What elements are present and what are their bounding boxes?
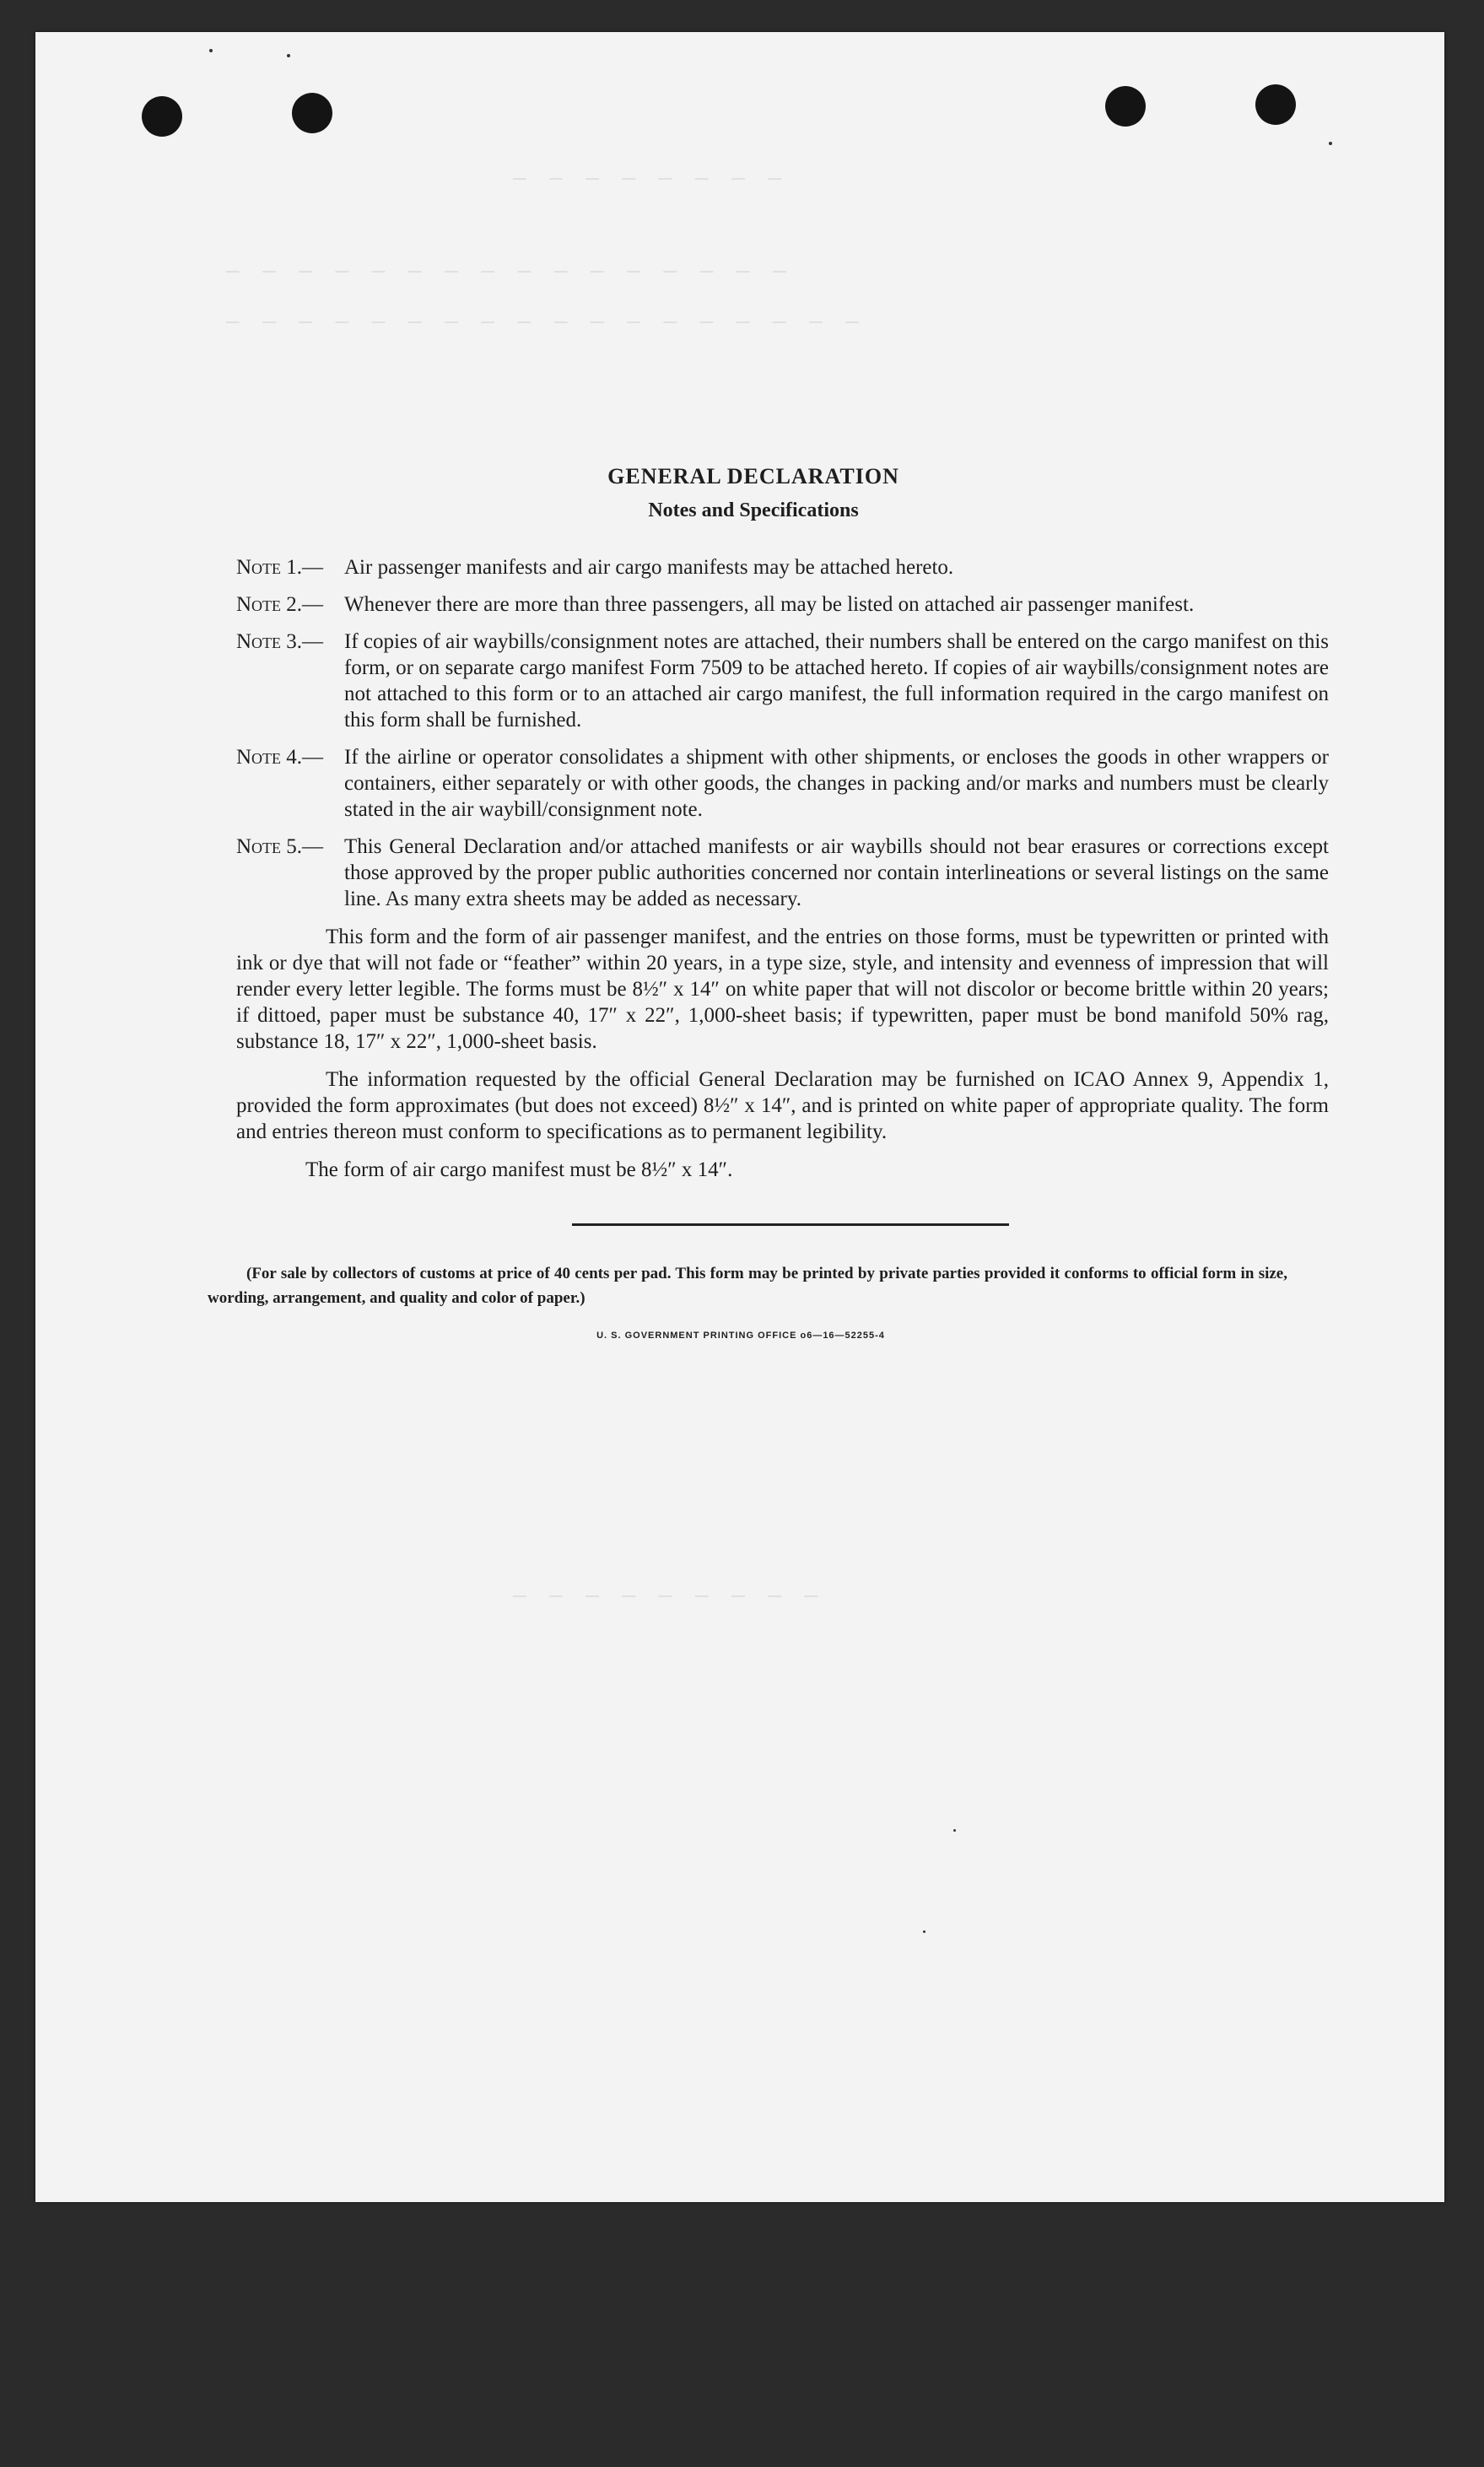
- page-subtitle: Notes and Specifications: [648, 499, 859, 521]
- bleed-through-text: ─ ─ ─ ─ ─ ─ ─ ─ ─ ─ ─ ─ ─ ─ ─ ─: [221, 260, 786, 285]
- note-label-number: 5.—: [286, 835, 324, 858]
- dust-speck: [1329, 142, 1332, 145]
- note-item: [201, 744, 1329, 823]
- dust-speck: [953, 1829, 956, 1832]
- note-text: If copies of air waybills/consignment notes are attached, their numbers shall be entered on the cargo manifest on this form, or on separate cargo manifest Form 7509 to be attached hereto. If copies of air waybills/consignment notes are not attached to this form or to an attached air cargo manifest, the full information required in the cargo manifest on this form shall be furnished.: [344, 630, 1329, 731]
- printer-imprint: U. S. GOVERNMENT PRINTING OFFICE o6—16—52255-4: [596, 1331, 885, 1341]
- note-label-prefix: Note: [236, 556, 282, 579]
- note-text: Whenever there are more than three passengers, all may be listed on attached air passenger manifest.: [344, 593, 1195, 616]
- notes-list: [201, 554, 1329, 912]
- notes-content: [201, 464, 1329, 1341]
- note-label-prefix: Note: [236, 593, 282, 616]
- note-label-number: 2.—: [286, 593, 324, 616]
- specification-paragraph: The information requested by the official General Declaration may be furnished on ICAO Annex 9, Appendix 1, provided the form approximates (but does not exceed) 8½″ x 14″, and is printed on white paper of appropriate quality. The form and entries thereon must conform to specifications as to permanent legibility.: [236, 1068, 1329, 1143]
- note-label-prefix: Note: [236, 835, 282, 858]
- note-label-number: 4.—: [286, 746, 324, 769]
- page-title: GENERAL DECLARATION: [607, 464, 899, 489]
- note-item: [201, 591, 1329, 618]
- note-text: Air passenger manifests and air cargo manifests may be attached hereto.: [344, 556, 954, 579]
- horizontal-rule: [572, 1223, 1009, 1226]
- punch-hole-4: [1255, 84, 1296, 125]
- punch-hole-1: [142, 96, 182, 137]
- note-text: This General Declaration and/or attached manifests or air waybills should not bear erasures or corrections except those approved by the proper public authorities concerned nor contain interlineations or several listings on the same line. As many extra sheets may be added as necessary.: [344, 835, 1329, 910]
- bleed-through-text: ─ ─ ─ ─ ─ ─ ─ ─ ─ ─ ─ ─ ─ ─ ─ ─ ─ ─: [221, 310, 860, 336]
- note-label-number: 1.—: [286, 556, 324, 579]
- specification-paragraph: This form and the form of air passenger manifest, and the entries on those forms, must be typewritten or printed with ink or dye that will not fade or “feather” within 20 years, in a type size, style, and intensity and evenness of impression that will render every letter legible. The forms must be 8½″ x 14″ on white paper that will not discolor or become brittle within 20 years; if dittoed, paper must be substance 40, 17″ x 22″, 1,000-sheet basis; if typewritten, paper must be bond manifold 50% rag, substance 18, 17″ x 22″, 1,000-sheet basis.: [236, 926, 1329, 1053]
- note-item: [201, 554, 1329, 580]
- sale-note: (For sale by collectors of customs at price of 40 cents per pad. This form may be printed by private parties provided it conforms to official form in size, wording, arrangement, and quality and color of paper.): [208, 1265, 1287, 1307]
- note-label-prefix: Note: [236, 746, 282, 769]
- punch-hole-2: [292, 93, 332, 133]
- dust-speck: [287, 54, 290, 57]
- note-label-number: 3.—: [286, 630, 324, 653]
- closing-line: The form of air cargo manifest must be 8½″ x 14″.: [305, 1158, 733, 1181]
- document-page: [35, 32, 1444, 2202]
- dust-speck: [923, 1930, 925, 1933]
- note-text: If the airline or operator consolidates a shipment with other shipments, or encloses the goods in other wrappers or containers, either separately or with other goods, the changes in packing and/or marks and numbers must be clearly stated in the air waybill/consignment note.: [344, 746, 1329, 821]
- bleed-through-text: ─ ─ ─ ─ ─ ─ ─ ─ ─: [508, 1584, 818, 1610]
- note-label-prefix: Note: [236, 630, 282, 653]
- note-item: [201, 834, 1329, 912]
- note-item: [201, 629, 1329, 733]
- dust-speck: [209, 49, 213, 52]
- bleed-through-text: ─ ─ ─ ─ ─ ─ ─ ─: [508, 167, 782, 192]
- punch-hole-3: [1105, 86, 1146, 127]
